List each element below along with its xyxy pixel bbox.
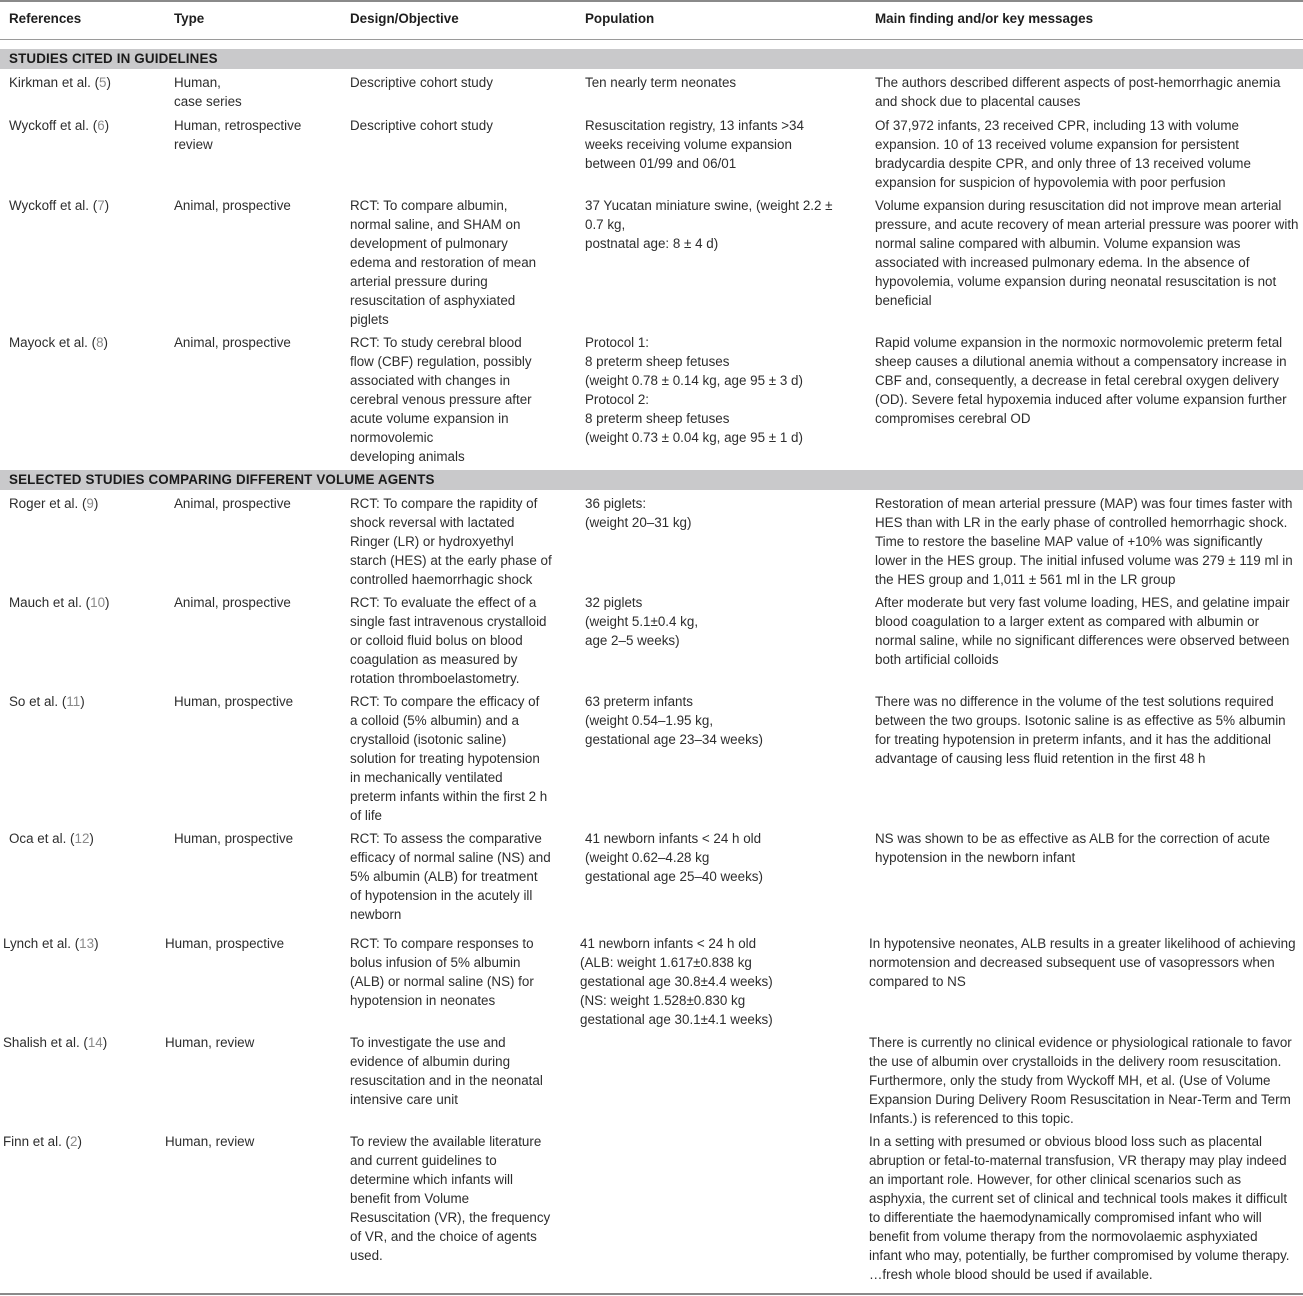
type-cell: Human, review xyxy=(165,1035,255,1050)
reference-close-paren: ) xyxy=(102,1035,108,1050)
reference-close-paren: ) xyxy=(104,198,110,213)
type-cell: Human, review xyxy=(165,1134,255,1149)
reference-number-link[interactable]: 10 xyxy=(90,595,106,610)
header-rule xyxy=(0,39,1303,40)
reference-number-link[interactable]: 6 xyxy=(97,118,105,133)
design-cell: RCT: To evaluate the effect of a single fast intravenous crystalloid or colloid fluid bolus on blood coagulation as measured by rotation thromboelastometry. xyxy=(350,595,547,686)
section-header-guidelines xyxy=(0,49,1303,69)
population-cell: 37 Yucatan miniature swine, (weight 2.2 ± 0.7 kg, postnatal age: 8 ± 4 d) xyxy=(585,198,833,251)
reference-cell xyxy=(9,829,94,848)
type-cell: Human, prospective xyxy=(165,936,285,951)
reference-cell xyxy=(9,333,108,352)
type-cell: Human, retrospective review xyxy=(174,118,302,152)
design-cell: RCT: To study cerebral blood flow (CBF) regulation, possibly associated with changes in cerebral venous pressure after acute volume expansion in normovolemic developing animals xyxy=(350,335,532,464)
population-cell: Ten nearly term neonates xyxy=(585,75,737,90)
reference-cell xyxy=(9,593,110,612)
reference-number-link[interactable]: 8 xyxy=(96,335,104,350)
reference-author: Roger et al. ( xyxy=(9,496,87,511)
reference-number-link[interactable]: 7 xyxy=(97,198,105,213)
reference-author: Shalish et al. ( xyxy=(3,1035,88,1050)
design-cell: RCT: To compare the rapidity of shock reversal with lactated Ringer (LR) or hydroxyethyl starch (HES) at the early phase of controlled haemorrhagic shock xyxy=(350,496,552,587)
population-cell: 32 piglets (weight 5.1±0.4 kg, age 2–5 weeks) xyxy=(585,595,699,648)
reference-close-paren: ) xyxy=(105,595,110,610)
reference-close-paren: ) xyxy=(94,936,99,951)
finding-cell: There is currently no clinical evidence or physiological rationale to favor the use of albumin over crystalloids in the delivery room resuscitation. Furthermore, only the study from Wyckoff MH, et al. (Use of Volume Expansion During Delivery Room Resuscitation in Near-Term and Term Infants.) is referenced to this topic. xyxy=(869,1035,1292,1126)
type-cell: Animal, prospective xyxy=(174,335,291,350)
reference-number-link[interactable]: 2 xyxy=(69,1134,78,1149)
section-title: SELECTED STUDIES COMPARING DIFFERENT VOLUME AGENTS xyxy=(9,472,435,487)
population-cell: 36 piglets: (weight 20–31 kg) xyxy=(585,496,692,530)
design-cell: To investigate the use and evidence of albumin during resuscitation and in the neonatal intensive care unit xyxy=(350,1035,543,1107)
top-rule xyxy=(0,0,1303,2)
reference-author: Oca et al. ( xyxy=(9,831,75,846)
reference-author: Mauch et al. ( xyxy=(9,595,91,610)
reference-cell xyxy=(9,196,109,215)
finding-cell: Of 37,972 infants, 23 received CPR, including 13 with volume expansion. 10 of 13 received volume expansion for persistent bradycardia despite CPR, and only three of 13 received volume expansion for suspicion of hypovolemia with poor perfusion xyxy=(875,118,1251,190)
design-cell: RCT: To compare the efficacy of a colloid (5% albumin) and a crystalloid (isotonic saline) solution for treating hypotension in mechanically ventilated preterm infants within the first 2 h of life xyxy=(350,694,548,823)
reference-cell xyxy=(9,494,98,513)
bottom-rule xyxy=(0,1293,1303,1295)
reference-author: Wyckoff et al. ( xyxy=(9,118,98,133)
type-cell: Human, prospective xyxy=(174,831,294,846)
header-design: Design/Objective xyxy=(350,11,459,26)
population-cell: Resuscitation registry, 13 infants >34 weeks receiving volume expansion between 01/99 and 06/01 xyxy=(585,118,804,171)
reference-number-link[interactable]: 11 xyxy=(66,694,81,709)
finding-cell: Rapid volume expansion in the normoxic normovolemic preterm fetal sheep causes a dilutional anemia without a compensatory increase in CBF and, consequently, a decrease in fetal cerebral oxygen delivery (OD). Severe fetal hypoxemia induced after volume expansion further compromises cerebral OD xyxy=(875,335,1287,426)
population-cell: Protocol 1: 8 preterm sheep fetuses (weight 0.78 ± 0.14 kg, age 95 ± 3 d) Protocol 2: 8 preterm sheep fetuses (weight 0.73 ± 0.04 kg, age 95 ± 1 d) xyxy=(585,335,803,445)
design-cell: RCT: To compare responses to bolus infusion of 5% albumin (ALB) or normal saline (NS) for hypotension in neonates xyxy=(350,936,534,1008)
header-type: Type xyxy=(174,11,205,26)
reference-close-paren: ) xyxy=(104,118,110,133)
header-references: References xyxy=(9,11,82,26)
design-cell: Descriptive cohort study xyxy=(350,75,493,90)
finding-cell: There was no difference in the volume of the test solutions required between the two groups. Isotonic saline is as effective as 5% albumin for treating hypotension in preterm infants, and it has the additional advantage of causing less fluid retention in the first 48 h xyxy=(875,694,1286,766)
reference-number-link[interactable]: 9 xyxy=(86,496,94,511)
reference-close-paren: ) xyxy=(77,1134,82,1149)
reference-number-link[interactable]: 14 xyxy=(87,1035,103,1050)
type-cell: Human, prospective xyxy=(174,694,294,709)
finding-cell: Restoration of mean arterial pressure (MAP) was four times faster with HES than with LR in the early phase of controlled hemorrhagic shock. Time to restore the baseline MAP value of +10% was significantly lower in the HES group. The initial infused volume was 279 ± 119 ml in the HES group and 1,011 ± 561 ml in the LR group xyxy=(875,496,1293,587)
reference-author: Wyckoff et al. ( xyxy=(9,198,98,213)
finding-cell: The authors described different aspects of post-hemorrhagic anemia and shock due to placental causes xyxy=(875,75,1281,109)
reference-number-link[interactable]: 13 xyxy=(79,936,95,951)
reference-cell xyxy=(9,692,85,711)
finding-cell: NS was shown to be as effective as ALB for the correction of acute hypotension in the newborn infant xyxy=(875,831,1270,865)
reference-close-paren: ) xyxy=(89,831,94,846)
type-cell: Human, case series xyxy=(174,75,242,109)
population-cell: 41 newborn infants < 24 h old (ALB: weight 1.617±0.838 kg gestational age 30.8±4.4 weeks) (NS: weight 1.528±0.830 kg gestational age 30.1±4.1 weeks) xyxy=(580,936,773,1027)
reference-author: Mayock et al. ( xyxy=(9,335,97,350)
reference-close-paren: ) xyxy=(106,75,111,90)
header-population: Population xyxy=(585,11,655,26)
reference-author: Kirkman et al. ( xyxy=(9,75,100,90)
reference-cell xyxy=(3,934,99,953)
reference-close-paren: ) xyxy=(93,496,99,511)
design-cell: RCT: To assess the comparative efficacy of normal saline (NS) and 5% albumin (ALB) for treatment of hypotension in the acutely ill newborn xyxy=(350,831,551,922)
reference-cell xyxy=(9,116,109,135)
finding-cell: Volume expansion during resuscitation did not improve mean arterial pressure, and acute recovery of mean arterial pressure was poorer with normal saline compared with albumin. Volume expansion was associated with increased pulmonary edema. In the absence of hypovolemia, volume expansion during neonatal resuscitation is not beneficial xyxy=(875,198,1299,308)
reference-cell xyxy=(9,73,111,92)
reference-close-paren: ) xyxy=(103,335,108,350)
finding-cell: In hypotensive neonates, ALB results in a greater likelihood of achieving normotension and decreased subsequent use of vasopressors when compared to NS xyxy=(869,936,1296,989)
reference-cell xyxy=(3,1132,82,1151)
design-cell: Descriptive cohort study xyxy=(350,118,493,133)
reference-author: So et al. ( xyxy=(9,694,67,709)
type-cell: Animal, prospective xyxy=(174,595,291,610)
reference-cell xyxy=(3,1033,107,1052)
population-cell: 63 preterm infants (weight 0.54–1.95 kg, gestational age 23–34 weeks) xyxy=(585,694,763,747)
finding-cell: After moderate but very fast volume loading, HES, and gelatine impair blood coagulation to a larger extent as compared with albumin or normal saline, while no significant differences were observed between both artificial colloids xyxy=(875,595,1290,667)
design-cell: RCT: To compare albumin, normal saline, and SHAM on development of pulmonary edema and restoration of mean arterial pressure during resuscitation of asphyxiated piglets xyxy=(350,198,537,327)
section-header-volume-agents xyxy=(0,470,1303,490)
reference-close-paren: ) xyxy=(80,694,85,709)
population-cell: 41 newborn infants < 24 h old (weight 0.62–4.28 kg gestational age 25–40 weeks) xyxy=(585,831,763,884)
header-finding: Main finding and/or key messages xyxy=(875,11,1094,26)
reference-number-link[interactable]: 5 xyxy=(99,75,107,90)
type-cell: Animal, prospective xyxy=(174,198,291,213)
reference-number-link[interactable]: 12 xyxy=(74,831,90,846)
design-cell: To review the available literature and current guidelines to determine which infants will benefit from Volume Resuscitation (VR), the frequency of VR, and the choice of agents used. xyxy=(350,1134,551,1263)
section-title: STUDIES CITED IN GUIDELINES xyxy=(9,51,218,66)
finding-cell: In a setting with presumed or obvious blood loss such as placental abruption or fetal-to-maternal transfusion, VR therapy may play indeed an important role. However, for other clinical scenarios such as asphyxia, the current set of clinical and technical tools makes it difficult to differentiate the haemodynamically compromised infant who will benefit from volume therapy from the normovolaemic asphyxiated infant who may, potentially, be further compromised by volume therapy. …fresh whole blood should be used if available. xyxy=(869,1134,1290,1282)
reference-author: Finn et al. ( xyxy=(3,1134,70,1149)
type-cell: Animal, prospective xyxy=(174,496,291,511)
reference-author: Lynch et al. ( xyxy=(3,936,80,951)
